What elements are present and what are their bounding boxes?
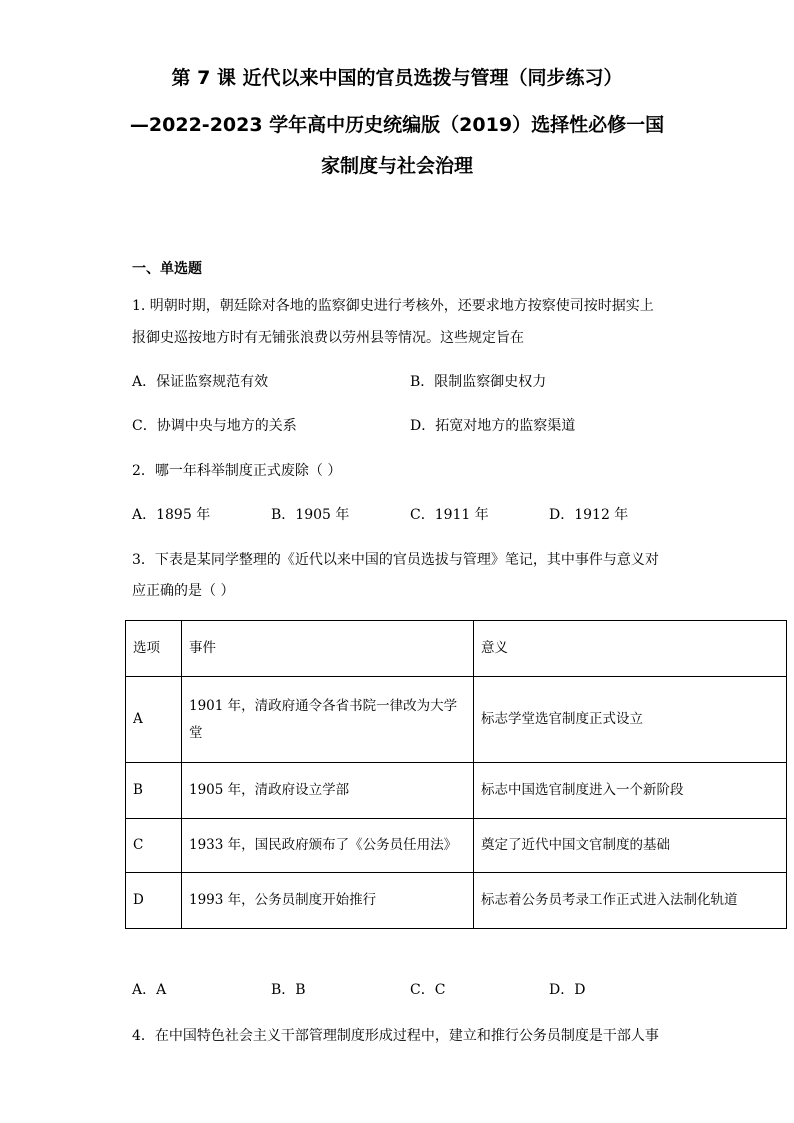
table-header-row bbox=[126, 621, 787, 677]
q1-option-d: D．拓宽对地方的监察渠道 bbox=[410, 418, 576, 434]
section-heading: 一、单选题 bbox=[132, 261, 202, 277]
q3-option-c: C．C bbox=[410, 982, 446, 998]
table-row bbox=[126, 763, 787, 819]
q2-option-c: C．1911 年 bbox=[410, 507, 489, 523]
header-option: 选项 bbox=[126, 621, 182, 677]
q2-stem: 2．哪一年科举制度正式废除（ ） bbox=[132, 463, 342, 479]
q3-stem-line-1: 3．下表是某同学整理的《近代以来中国的官员选拔与管理》笔记，其中事件与意义对 bbox=[132, 552, 659, 568]
q1-stem-line-2: 报御史巡按地方时有无铺张浪费以劳州县等情况。这些规定旨在 bbox=[132, 330, 524, 346]
row-meaning: 标志着公务员考录工作正式进入法制化轨道 bbox=[474, 873, 787, 929]
row-event: 1993 年，公务员制度开始推行 bbox=[182, 873, 474, 929]
row-meaning: 标志中国选官制度进入一个新阶段 bbox=[474, 763, 787, 819]
header-meaning: 意义 bbox=[474, 621, 787, 677]
header-event: 事件 bbox=[182, 621, 474, 677]
row-option: D bbox=[126, 873, 182, 929]
row-event: 1933 年，国民政府颁布了《公务员任用法》 bbox=[182, 819, 474, 873]
title-line-1: 第 7 课 近代以来中国的官员选拨与管理（同步练习） bbox=[171, 67, 623, 89]
q1-option-a: A．保证监察规范有效 bbox=[132, 374, 269, 390]
q3-stem-line-2: 应正确的是（ ） bbox=[132, 583, 235, 599]
row-option: C bbox=[126, 819, 182, 873]
q3-option-a: A．A bbox=[132, 982, 167, 998]
q2-option-a: A．1895 年 bbox=[132, 507, 211, 523]
row-meaning: 奠定了近代中国文官制度的基础 bbox=[474, 819, 787, 873]
q3-option-d: D．D bbox=[549, 982, 586, 998]
table-row bbox=[126, 819, 787, 873]
q4-stem-line-1: 4．在中国特色社会主义干部管理制度形成过程中，建立和推行公务员制度是干部人事 bbox=[132, 1028, 659, 1044]
row-option: A bbox=[126, 677, 182, 763]
row-option: B bbox=[126, 763, 182, 819]
q3-option-b: B．B bbox=[271, 982, 306, 998]
row-event: 1901 年，清政府通令各省书院一律改为大学堂 bbox=[182, 677, 474, 763]
q1-option-b: B．限制监察御史权力 bbox=[410, 374, 547, 390]
notes-table bbox=[125, 620, 787, 929]
q2-option-b: B．1905 年 bbox=[271, 507, 350, 523]
row-event: 1905 年，清政府设立学部 bbox=[182, 763, 474, 819]
row-meaning: 标志学堂选官制度正式设立 bbox=[474, 677, 787, 763]
q1-stem-line-1: 1. 明朝时期，朝廷除对各地的监察御史进行考核外，还要求地方按察使司按时据实上 bbox=[132, 298, 654, 314]
table-row bbox=[126, 873, 787, 929]
title-line-3: 家制度与社会治理 bbox=[320, 155, 473, 177]
table-row bbox=[126, 677, 787, 763]
q1-option-c: C．协调中央与地方的关系 bbox=[132, 418, 297, 434]
title-line-2: —2022-2023 学年高中历史统编版（2019）选择性必修一国 bbox=[129, 114, 665, 136]
q2-option-d: D．1912 年 bbox=[549, 507, 629, 523]
